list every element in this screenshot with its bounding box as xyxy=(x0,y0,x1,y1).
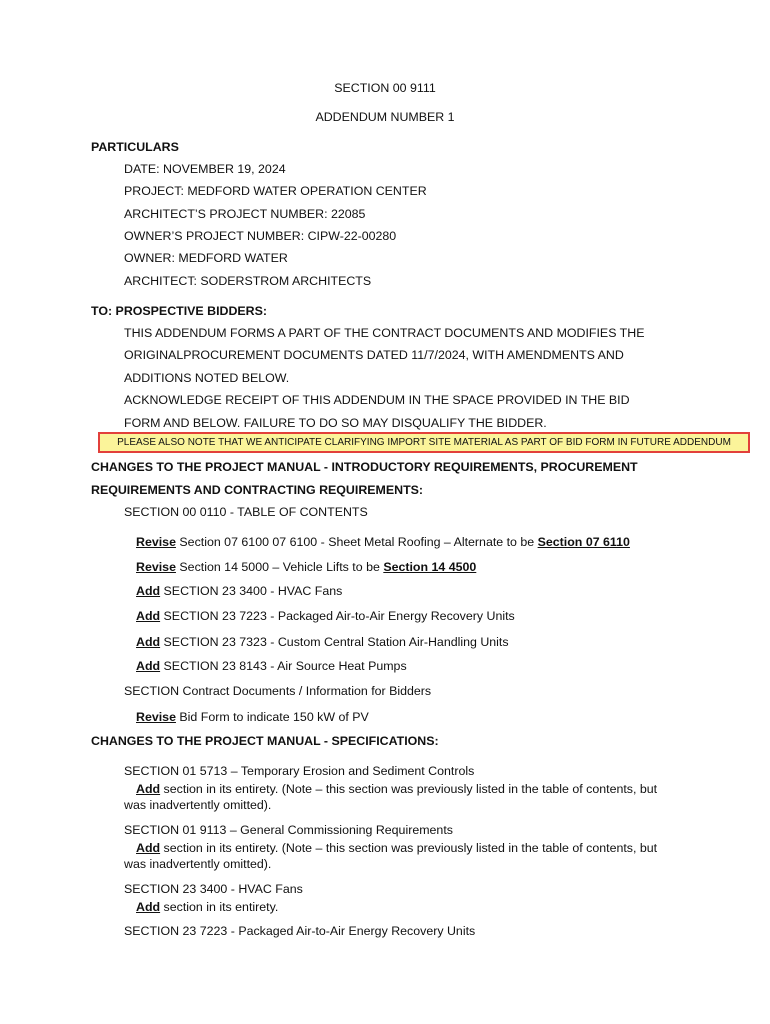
action-word: Revise xyxy=(136,560,176,574)
spec-section-line-cont: was inadvertently omitted). xyxy=(124,857,272,871)
particulars-project: PROJECT: MEDFORD WATER OPERATION CENTER xyxy=(124,184,427,198)
to-line: ACKNOWLEDGE RECEIPT OF THIS ADDENDUM IN THE SPACE PROVIDED IN THE BID xyxy=(124,393,630,407)
spec-section-line xyxy=(136,782,657,797)
item-text: SECTION 23 3400 - HVAC Fans xyxy=(160,584,343,598)
item-text: Section 07 6100 07 6100 - Sheet Metal Roofing – Alternate to be xyxy=(175,535,538,549)
item-text: SECTION 23 8143 - Air Source Heat Pumps xyxy=(160,659,407,673)
item-emphasis: Section 07 6110 xyxy=(537,535,630,549)
toc-item xyxy=(136,609,515,624)
action-word: Add xyxy=(136,609,161,623)
spec-section-title: SECTION 23 7223 - Packaged Air-to-Air Energy Recovery Units xyxy=(124,924,476,938)
item-text: section in its entirety. xyxy=(160,900,279,914)
to-line: ORIGINALPROCUREMENT DOCUMENTS DATED 11/7/2024, WITH AMENDMENTS AND xyxy=(124,348,624,362)
spec-section-title: SECTION 23 3400 - HVAC Fans xyxy=(124,882,303,896)
particulars-owner: OWNER: MEDFORD WATER xyxy=(124,251,288,265)
item-text: Bid Form to indicate 150 kW of PV xyxy=(175,710,369,724)
item-text: section in its entirety. (Note – this section was previously listed in the table of contents, but xyxy=(160,782,658,796)
to-line: ADDITIONS NOTED BELOW. xyxy=(124,371,290,385)
particulars-architect: ARCHITECT: SODERSTROM ARCHITECTS xyxy=(124,274,372,288)
action-word: Revise xyxy=(136,535,176,549)
section-number: SECTION 00 9111 xyxy=(334,81,436,95)
spec-section-line xyxy=(136,841,657,856)
toc-item xyxy=(136,584,342,599)
highlighted-note-text: PLEASE ALSO NOTE THAT WE ANTICIPATE CLARIFYING IMPORT SITE MATERIAL AS PART OF BID FORM IN FUTURE ADDENDUM xyxy=(117,437,731,448)
intro-changes-heading-cont: REQUIREMENTS AND CONTRACTING REQUIREMENTS: xyxy=(91,483,424,497)
toc-item xyxy=(136,659,407,674)
intro-changes-heading: CHANGES TO THE PROJECT MANUAL - INTRODUCTORY REQUIREMENTS, PROCUREMENT xyxy=(91,460,638,474)
addendum-number: ADDENDUM NUMBER 1 xyxy=(315,110,455,124)
spec-changes-heading: CHANGES TO THE PROJECT MANUAL - SPECIFICATIONS: xyxy=(91,734,439,748)
to-heading: TO: PROSPECTIVE BIDDERS: xyxy=(91,304,268,318)
spec-section-line-cont: was inadvertently omitted). xyxy=(124,798,272,812)
toc-item xyxy=(136,535,630,550)
item-text: SECTION 23 7223 - Packaged Air-to-Air Energy Recovery Units xyxy=(160,609,515,623)
action-word: Add xyxy=(136,900,161,914)
contract-documents-item xyxy=(136,710,369,725)
spec-section-title: SECTION 01 5713 – Temporary Erosion and Sediment Controls xyxy=(124,764,475,778)
particulars-heading: PARTICULARS xyxy=(91,140,179,154)
toc-item xyxy=(136,635,509,650)
to-line: THIS ADDENDUM FORMS A PART OF THE CONTRACT DOCUMENTS AND MODIFIES THE xyxy=(124,326,645,340)
item-text: Section 14 5000 – Vehicle Lifts to be xyxy=(175,560,384,574)
spec-section-title: SECTION 01 9113 – General Commissioning Requirements xyxy=(124,823,453,837)
item-emphasis: Section 14 4500 xyxy=(383,560,477,574)
spec-section-line xyxy=(136,900,278,915)
action-word: Add xyxy=(136,782,161,796)
highlighted-note xyxy=(98,432,750,453)
to-line: FORM AND BELOW. FAILURE TO DO SO MAY DISQUALIFY THE BIDDER. xyxy=(124,416,547,430)
particulars-architect-project-number: ARCHITECT’S PROJECT NUMBER: 22085 xyxy=(124,207,366,221)
particulars-owner-project-number: OWNER’S PROJECT NUMBER: CIPW-22-00280 xyxy=(124,229,397,243)
action-word: Add xyxy=(136,584,161,598)
particulars-date: DATE: NOVEMBER 19, 2024 xyxy=(124,162,286,176)
toc-item xyxy=(136,560,476,575)
action-word: Revise xyxy=(136,710,176,724)
action-word: Add xyxy=(136,841,161,855)
item-text: SECTION 23 7323 - Custom Central Station Air-Handling Units xyxy=(160,635,509,649)
action-word: Add xyxy=(136,635,161,649)
toc-title: SECTION 00 0110 - TABLE OF CONTENTS xyxy=(124,505,368,519)
contract-documents-title: SECTION Contract Documents / Information for Bidders xyxy=(124,684,432,698)
item-text: section in its entirety. (Note – this section was previously listed in the table of contents, but xyxy=(160,841,658,855)
action-word: Add xyxy=(136,659,161,673)
